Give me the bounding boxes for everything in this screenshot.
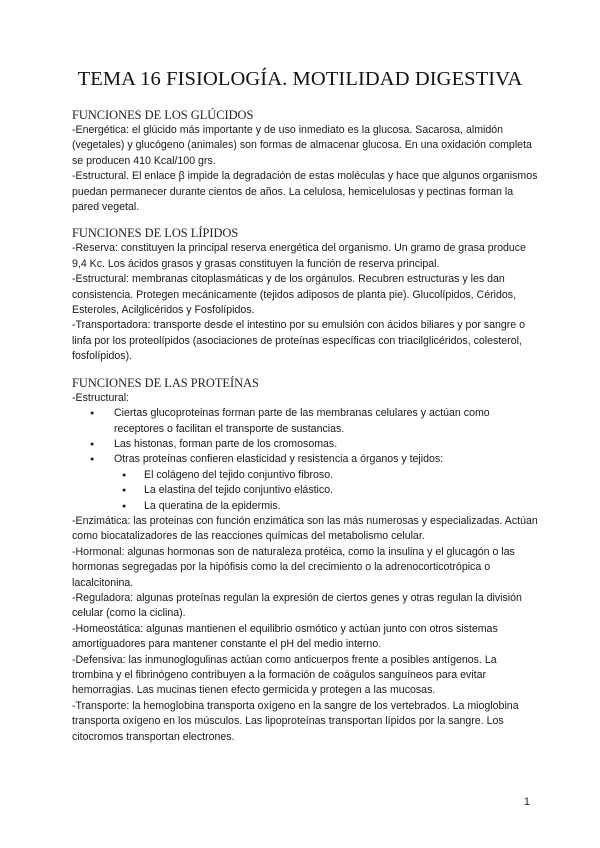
paragraph: -Reserva: constituyen la principal reserva energética del organismo. Un gramo de grasa produce 9,4 Kc. Los ácidos grasos y grasas constituyen la función de reserva principal.	[72, 242, 527, 270]
sub-list-item: ● La elastina del tejido conjuntivo elástico.	[114, 483, 538, 498]
list-item: ● Ciertas glucoproteinas forman parte de las membranas celulares y actúan como receptores o facilitan el transporte de sustancias.	[72, 406, 538, 437]
paragraph: -Estructural: membranas citoplasmáticas y de los orgánulos. Recubren estructuras y les dan consistencia. Protegen mecánicamente (tejidos adiposos de planta pie). Glucolípidos, Céridos, Esteroles, Acilglicéridos y Fosfolípidos.	[72, 273, 517, 317]
paragraph: -Defensiva: las inmunoglogulinas actúan como anticuerpos frente a posibles antígenos. La trombina y el fibrinógeno contribuyen a la formación de coágulos sanguíneos para evitar hemorragias. Las mucinas tienen efecto germicida y protegen a las mucosas.	[72, 653, 497, 697]
document-body	[72, 108, 538, 745]
paragraph: -Transporte: la hemoglobina transporta oxígeno en la sangre de los vertebrados. La mioglobina transporta oxígeno en los músculos. Las lipoproteínas transportan lípidos por la sangre. Los citocromos transportan electrones.	[72, 699, 519, 743]
page-title: TEMA 16 FISIOLOGÍA. MOTILIDAD DIGESTIVA	[77, 68, 523, 90]
list-item	[72, 452, 538, 514]
page-number: 1	[523, 796, 530, 808]
paragraph: -Transportadora: transporte desde el intestino por su emulsión con ácidos biliares y por sangre o linfa por los proteolípidos (asociaciones de proteínas específicas con triacilglicéridos, colesterol, fosfolípidos).	[72, 319, 526, 363]
section-proteinas	[72, 376, 538, 745]
section-heading: FUNCIONES DE LAS PROTEÍNAS	[72, 375, 259, 390]
section-glucidos	[72, 108, 538, 215]
paragraph: -Homeostática: algunas mantienen el equilibrio osmótico y actúan junto con otros sistemas amortiguadores para mantener constante el pH del medio interno.	[72, 622, 498, 651]
paragraph: -Reguladora: algunas proteínas regulan la expresión de ciertos genes y otras regulan la división celular (como la ciclina).	[72, 591, 522, 620]
section-heading: FUNCIONES DE LOS LÍPIDOS	[72, 226, 239, 241]
paragraph: -Enzimática: las proteinas con función enzimática son las más numerosas y especializadas. Actúan como biocatalizadores de las reacciones químicas del metabolismo celular.	[72, 514, 538, 543]
paragraph: -Estructural. El enlace β impide la degradación de estas moléculas y hace que algunos organismos puedan permanecer durante cientos de años. La celulosa, hemicelulosas y pectinas forman la pared vegetal.	[72, 170, 538, 214]
section-lipidos	[72, 226, 538, 364]
sub-list-item: ● La queratina de la epidermis.	[114, 499, 538, 514]
section-heading: FUNCIONES DE LOS GLÚCIDOS	[72, 108, 254, 122]
sub-bullet-list	[114, 468, 538, 514]
paragraph: -Energética: el glúcido más importante y de uso inmediato es la glucosa. Sacarosa, almidón (vegetales) y glucógeno (animales) son formas de almacenar glucosa. En una oxidación completa se producen 410 Kcal/100 grs.	[72, 124, 532, 167]
paragraph: -Estructural:	[72, 391, 130, 404]
list-item: ● Las histonas, forman parte de los cromosomas.	[72, 437, 538, 452]
bullet-list	[72, 406, 538, 514]
paragraph: -Hormonal: algunas hormonas son de naturaleza protéica, como la insulina y el glucagón o las hormonas segregadas por la hipófisis como la del crecimiento o la adrenocorticotrópica o lacalcitonina.	[72, 545, 515, 589]
sub-list-item: ● El colágeno del tejido conjuntivo fibroso.	[114, 468, 538, 483]
list-item-text: Otras proteínas confieren elasticidad y resistencia a órganos y tejidos:	[114, 453, 444, 466]
